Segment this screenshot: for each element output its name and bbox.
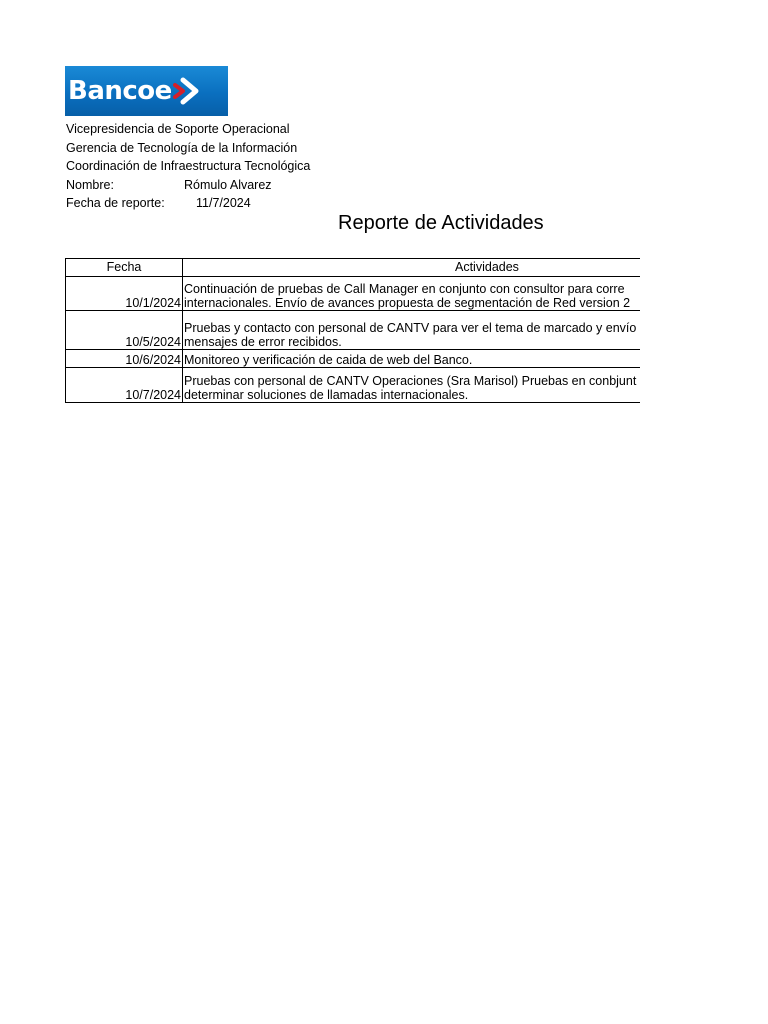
- activity-line: Monitoreo y verificación de caida de web del Banco.: [184, 353, 473, 367]
- row-date: 10/7/2024: [66, 368, 183, 403]
- activities-table: [65, 258, 640, 403]
- column-header-actividades: Actividades: [183, 259, 641, 277]
- activity-line: internacionales. Envío de avances propuesta de segmentación de Red version 2: [184, 296, 631, 310]
- nombre-value: Rómulo Alvarez: [184, 177, 272, 192]
- table-header-row: [66, 259, 641, 277]
- header-line-coordinacion: Coordinación de Infraestructura Tecnológica: [66, 159, 311, 174]
- activity-line: Pruebas y contacto con personal de CANTV para ver el tema de marcado y envío: [184, 321, 637, 335]
- row-date: 10/1/2024: [66, 277, 183, 311]
- fecha-reporte-row: [66, 194, 310, 213]
- header-line-gerencia: Gerencia de Tecnología de la Información: [66, 140, 298, 155]
- report-header: [66, 120, 310, 213]
- table-row: [66, 368, 641, 403]
- row-activity: [183, 368, 641, 403]
- fecha-reporte-value: 11/7/2024: [196, 196, 251, 211]
- activities-table-viewport: [65, 258, 640, 405]
- row-activity: [183, 277, 641, 311]
- column-header-fecha: Fecha: [66, 259, 183, 277]
- nombre-label: Nombre:: [66, 177, 114, 192]
- header-line-vicepresidencia: Vicepresidencia de Soporte Operacional: [66, 122, 290, 136]
- row-activity: [183, 311, 641, 350]
- activity-line: mensajes de error recibidos.: [184, 335, 342, 349]
- row-date: 10/5/2024: [66, 311, 183, 350]
- row-activity: [183, 350, 641, 368]
- logo-text: Bancoe: [68, 76, 172, 106]
- nombre-row: [66, 176, 310, 195]
- bancoex-logo: [65, 66, 228, 116]
- fecha-reporte-label: Fecha de reporte:: [66, 196, 165, 211]
- bancoex-arrow-icon: [173, 76, 201, 106]
- activity-line: Continuación de pruebas de Call Manager en conjunto con consultor para corre: [184, 282, 625, 296]
- table-row: [66, 350, 641, 368]
- activity-line: Pruebas con personal de CANTV Operaciones (Sra Marisol) Pruebas en conbjunt: [184, 374, 637, 388]
- activity-line: determinar soluciones de llamadas internacionales.: [184, 388, 469, 402]
- table-row: [66, 311, 641, 350]
- report-title: Reporte de Actividades: [338, 212, 544, 234]
- table-row: [66, 277, 641, 311]
- row-date: 10/6/2024: [66, 350, 183, 368]
